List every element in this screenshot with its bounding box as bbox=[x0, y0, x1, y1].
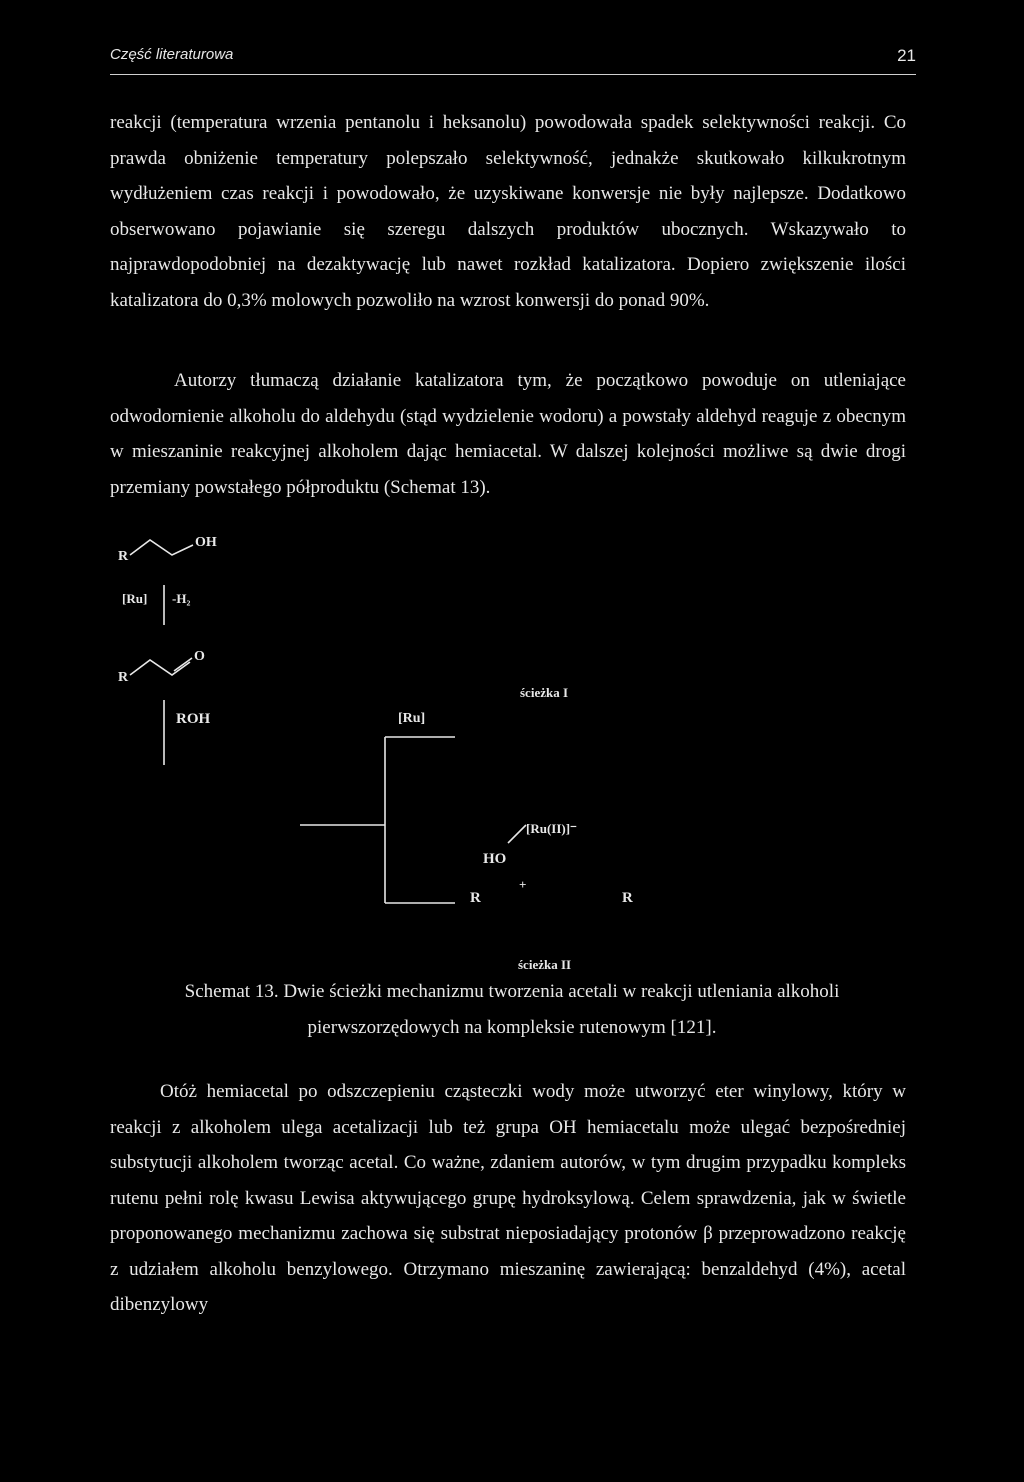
o-label-2: O bbox=[194, 649, 205, 664]
paragraph-1: reakcji (temperatura wrzenia pentanolu i heksanolu) powodowała spadek selektywności reakcji. Co prawda obniżenie temperatury polepszało selektywność, jednakże skutkowało kilkukrotnym wydłużeniem czas reakcji i powodowało, że uzyskiwane konwersje nie były najlepsze. Dodatkowo obserwowano pojawianie się szeregu dalszych produktów ubocznych. Wskazywało to najprawdopodobniej na dezaktywację lub nawet rozkład katalizatora. Dopiero zwiększenie ilości katalizatora do 0,3% molowych pozwoliło na wzrost konwersji do ponad 90%. bbox=[110, 112, 906, 311]
r-label-3: R bbox=[470, 890, 481, 906]
paragraph-2: Autorzy tłumaczą działanie katalizatora tym, że początkowo powoduje on utleniające odwodornienie alkoholu do aldehydu (stąd wydzielenie wodoru) a powstały aldehyd reaguje z obecnym w mieszaninie reakcyjnej alkoholem dając hemiacetal. W dalszej kolejności możliwe są dwie drogi przemiany powstałego półproduktu (Schemat 13). bbox=[110, 370, 906, 498]
path-1-label: ścieżka I bbox=[520, 685, 569, 700]
aldehyde-bonds bbox=[130, 660, 190, 675]
h2-label: -H₂ bbox=[172, 591, 191, 606]
section-title: Część literaturowa bbox=[110, 46, 234, 63]
alcohol-bonds bbox=[130, 540, 193, 555]
ru-ii-label: [Ru(II)]⁻ bbox=[526, 821, 577, 836]
ho-label: HO bbox=[483, 851, 507, 867]
page-header bbox=[110, 40, 916, 80]
r-label-2: R bbox=[118, 670, 129, 685]
path-2-label: ścieżka II bbox=[518, 957, 572, 972]
paragraph-3: Otóż hemiacetal po odszczepieniu cząsteczki wody może utworzyć eter winylowy, który w reakcji z alkoholem ulega acetalizacji lub też grupa OH hemiacetalu może ulegać bezpośredniej substytucji alkoholem tworząc acetal. Co ważne, zdaniem autorów, w tym drugim przypadku kompleks rutenu pełni rolę kwasu Lewisa aktywującego grupę hydroksylową. Celem sprawdzenia, jak w świetle proponowanego mechanizmu zachowa się substrat nieposiadający protonów β przeprowadzono reakcję z udziałem alkoholu benzylowego. Otrzymano mieszaninę zawierającą: benzaldehyd (4%), acetal dibenzylowy bbox=[110, 1081, 906, 1315]
page-number: 21 bbox=[897, 46, 916, 65]
r-label-4: R bbox=[622, 890, 633, 906]
caption-line-1: Schemat 13. Dwie ścieżki mechanizmu tworzenia acetali w reakcji utleniania alkoholi bbox=[184, 981, 840, 1002]
ru-label-2: [Ru] bbox=[398, 711, 426, 726]
ru-label-1: [Ru] bbox=[122, 591, 148, 606]
ru-bond bbox=[508, 825, 526, 843]
caption-line-2: pierwszorzędowych na kompleksie rutenowym [121]. bbox=[307, 1017, 717, 1038]
reaction-scheme bbox=[0, 525, 1024, 975]
r-label-1: R bbox=[118, 549, 129, 564]
aldehyde-double-bond bbox=[174, 658, 192, 671]
header-rule bbox=[110, 74, 916, 75]
scheme-drawing bbox=[0, 525, 1024, 975]
roh-label: ROH bbox=[176, 711, 211, 727]
plus-sign: + bbox=[519, 877, 527, 892]
oh-label-1: OH bbox=[195, 535, 217, 550]
